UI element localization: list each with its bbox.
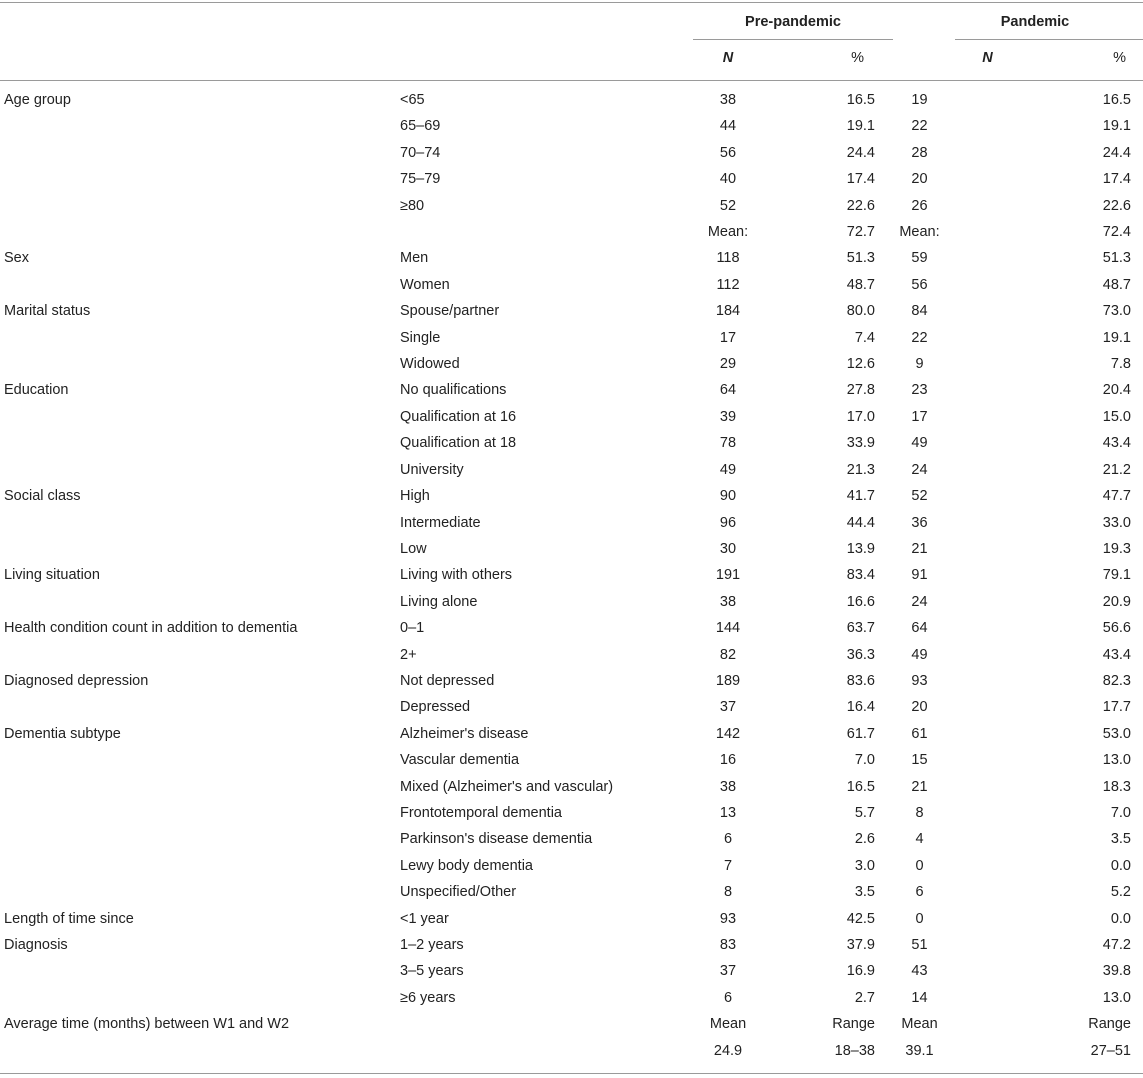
pandemic-n-cell: 0 (915, 910, 924, 927)
pandemic-pct-cell: 15.0 (1102, 408, 1131, 425)
pandemic-pct-cell: 51.3 (1102, 250, 1131, 267)
pre-pandemic-pct-cell: 36.3 (846, 646, 875, 663)
category-cell: Depressed (400, 699, 471, 716)
pre-pandemic-pct-cell: 16.5 (846, 92, 875, 108)
row-label: Health condition count in addition to dementia (4, 620, 298, 637)
pre-pandemic-pct-cell: 7.0 (854, 752, 875, 769)
pandemic-n-cell: 23 (911, 382, 928, 399)
pre-pandemic-pct-cell: 5.7 (854, 804, 875, 821)
table-bottom-rule (0, 1073, 1143, 1074)
category-cell: Frontotemporal dementia (400, 804, 562, 821)
pandemic-pct-cell: Range (1088, 1016, 1131, 1033)
pre-pandemic-n-cell: 112 (716, 276, 740, 293)
category-cell: Qualification at 18 (400, 435, 517, 452)
row-label: Sex (4, 250, 29, 267)
table-row (0, 774, 1143, 800)
header-bottom-rule (0, 80, 1143, 81)
pandemic-pct-cell: 43.4 (1102, 435, 1131, 452)
pandemic-pct-cell: 19.1 (1102, 118, 1131, 135)
pre-pandemic-pct-cell: 33.9 (846, 435, 875, 452)
pandemic-pct-cell: 33.0 (1102, 514, 1131, 531)
table-row (0, 853, 1143, 879)
table-body (0, 87, 1143, 1064)
row-label (0, 430, 400, 456)
table-row (0, 879, 1143, 905)
table-row (0, 747, 1143, 773)
pandemic-pct-cell: 13.0 (1102, 752, 1131, 769)
pre-pandemic-pct-cell: 16.5 (846, 778, 875, 795)
pandemic-n-cell: 51 (911, 937, 928, 953)
category-cell (400, 219, 693, 245)
pandemic-pct-cell: 79.1 (1102, 567, 1131, 584)
pre-pandemic-pct-cell: 37.9 (846, 937, 875, 953)
pre-pandemic-pct-cell: 3.0 (854, 857, 875, 874)
category-cell: Unspecified/Other (400, 884, 517, 901)
pandemic-pct-cell: 0.0 (1110, 910, 1131, 927)
pre-pandemic-n-cell: 118 (716, 250, 740, 267)
pre-pandemic-pct-cell: 80.0 (846, 303, 875, 320)
row-label (0, 879, 400, 905)
pre-pandemic-n-cell: 37 (719, 699, 737, 716)
row-label (0, 589, 400, 615)
pandemic-n-cell: 6 (915, 884, 924, 901)
row-label: Average time (months) between W1 and W2 (4, 1016, 290, 1033)
pandemic-pct-cell: 47.2 (1102, 937, 1131, 953)
row-label (0, 351, 400, 377)
table-row (0, 932, 1143, 958)
pandemic-n-cell: 19 (911, 92, 928, 108)
table-row (0, 510, 1143, 536)
row-label (0, 113, 400, 139)
category-cell: Intermediate (400, 514, 481, 531)
table-row (0, 298, 1143, 324)
pre-pandemic-n-cell: 40 (719, 171, 737, 188)
pandemic-n-cell: 17 (911, 408, 928, 425)
pandemic-n-cell: 22 (911, 329, 928, 346)
pre-pandemic-pct-cell: 21.3 (846, 461, 875, 478)
group-rule-pandemic (955, 39, 1143, 40)
pandemic-n-cell: 24 (911, 461, 928, 478)
row-label (0, 404, 400, 430)
category-cell: Living alone (400, 593, 478, 610)
pre-pandemic-n-cell: 6 (723, 989, 733, 1006)
pre-pandemic-n-cell: 37 (719, 963, 737, 980)
pre-pandemic-pct-cell: 12.6 (846, 356, 875, 373)
pandemic-n-cell: 28 (911, 144, 928, 161)
category-cell (400, 1011, 693, 1037)
row-label (0, 510, 400, 536)
pre-pandemic-n-cell: 16 (719, 752, 737, 769)
pandemic-n-cell: 52 (911, 488, 928, 505)
category-cell: Parkinson's disease dementia (400, 831, 593, 848)
pre-pandemic-pct-cell: 44.4 (846, 514, 875, 531)
pandemic-n-cell: 91 (911, 567, 928, 584)
pandemic-n-cell: Mean (901, 1016, 938, 1033)
pre-pandemic-n-cell: 49 (719, 461, 737, 478)
category-cell: Not depressed (400, 672, 495, 689)
pandemic-n-cell: 36 (911, 514, 928, 531)
pandemic-pct-cell: 53.0 (1102, 725, 1131, 742)
table-row (0, 193, 1143, 219)
category-cell: Widowed (400, 356, 460, 373)
row-label (0, 325, 400, 351)
row-label (0, 536, 400, 562)
category-cell: Alzheimer's disease (400, 725, 529, 742)
pandemic-n-cell: 43 (911, 963, 928, 980)
row-label: Social class (4, 488, 81, 505)
pre-pandemic-n-cell: 17 (719, 329, 737, 346)
row-label (0, 1038, 400, 1064)
table-row (0, 325, 1143, 351)
table-row (0, 642, 1143, 668)
category-cell: No qualifications (400, 382, 507, 399)
category-cell: 75–79 (400, 171, 441, 188)
pandemic-n-cell: 8 (915, 804, 924, 821)
pre-pandemic-n-cell: 96 (719, 514, 737, 531)
category-cell: 3–5 years (400, 963, 464, 980)
row-label (0, 826, 400, 852)
pre-pandemic-n-cell: 8 (723, 884, 733, 901)
pre-pandemic-pct-cell: 24.4 (846, 144, 875, 161)
category-cell: 1–2 years (400, 937, 464, 953)
pre-pandemic-pct-cell: 83.4 (846, 567, 875, 584)
category-cell (400, 1038, 693, 1064)
pre-pandemic-n-cell: 30 (719, 540, 737, 557)
pandemic-pct-cell: 19.3 (1102, 540, 1131, 557)
pandemic-pct-cell: 19.1 (1102, 329, 1131, 346)
category-cell: 70–74 (400, 144, 441, 161)
table-row (0, 668, 1143, 694)
pre-pandemic-n-cell: 24.9 (713, 1042, 743, 1059)
table-row (0, 113, 1143, 139)
pre-pandemic-n-cell: Mean (709, 1016, 747, 1033)
pandemic-n-cell: 49 (911, 646, 928, 663)
group-header-pandemic: Pandemic (1000, 14, 1070, 30)
category-cell: ≥6 years (400, 989, 456, 1006)
row-label: Education (4, 382, 69, 399)
table-row (0, 1038, 1143, 1064)
pandemic-pct-cell: 20.4 (1102, 382, 1131, 399)
category-cell: 0–1 (400, 620, 425, 637)
table-row (0, 536, 1143, 562)
pre-pandemic-n-cell: 39 (719, 408, 737, 425)
pandemic-pct-cell: 3.5 (1110, 831, 1131, 848)
category-cell: 65–69 (400, 118, 441, 135)
pre-pandemic-n-cell: 13 (719, 804, 737, 821)
row-label (0, 166, 400, 192)
col-header-pan-n: N (982, 50, 993, 66)
pandemic-pct-cell: 43.4 (1102, 646, 1131, 663)
pandemic-pct-cell: 17.4 (1102, 171, 1131, 188)
category-cell: Qualification at 16 (400, 408, 517, 425)
pre-pandemic-n-cell: 93 (719, 910, 737, 927)
category-cell: University (400, 461, 464, 478)
pre-pandemic-pct-cell: 17.4 (846, 171, 875, 188)
category-cell: <1 year (400, 910, 449, 927)
pre-pandemic-n-cell: 38 (719, 778, 737, 795)
pandemic-n-cell: 39.1 (905, 1042, 934, 1059)
category-cell: Spouse/partner (400, 303, 500, 320)
col-header-pre-pct: % (851, 50, 864, 66)
table-row (0, 483, 1143, 509)
pandemic-pct-cell: 82.3 (1102, 672, 1131, 689)
pre-pandemic-n-cell: 144 (715, 620, 741, 637)
table-top-rule (0, 2, 1143, 3)
pandemic-pct-cell: 56.6 (1102, 620, 1131, 637)
pandemic-n-cell: 93 (911, 672, 928, 689)
category-cell: Low (400, 540, 427, 557)
row-label (0, 272, 400, 298)
pre-pandemic-n-cell: 191 (715, 567, 741, 584)
pre-pandemic-pct-cell: 61.7 (846, 725, 875, 742)
pandemic-n-cell: 20 (911, 699, 928, 716)
pandemic-n-cell: Mean: (899, 224, 940, 241)
pre-pandemic-pct-cell: 18–38 (834, 1042, 875, 1059)
table-row (0, 351, 1143, 377)
table-row (0, 958, 1143, 984)
row-label (0, 642, 400, 668)
group-rule-pre-pandemic (693, 39, 893, 40)
pre-pandemic-pct-cell: 22.6 (846, 197, 875, 214)
pre-pandemic-pct-cell: 72.7 (846, 224, 875, 241)
pandemic-n-cell: 22 (911, 118, 928, 135)
pandemic-n-cell: 21 (911, 778, 928, 795)
pandemic-n-cell: 26 (911, 197, 928, 214)
pre-pandemic-n-cell: 142 (715, 725, 741, 742)
row-label: Living situation (4, 567, 100, 584)
row-label (0, 140, 400, 166)
table-row (0, 87, 1143, 113)
pandemic-n-cell: 64 (911, 620, 928, 637)
category-cell: Men (400, 250, 429, 267)
table-row (0, 457, 1143, 483)
pre-pandemic-n-cell: 56 (719, 144, 737, 161)
pandemic-pct-cell: 18.3 (1102, 778, 1131, 795)
row-label (0, 800, 400, 826)
pre-pandemic-n-cell: 64 (719, 382, 737, 399)
pandemic-pct-cell: 21.2 (1102, 461, 1131, 478)
category-cell: Living with others (400, 567, 513, 584)
pandemic-pct-cell: 16.5 (1102, 92, 1131, 108)
category-cell: 2+ (400, 646, 417, 663)
category-cell: ≥80 (400, 197, 425, 214)
pandemic-pct-cell: 5.2 (1110, 884, 1131, 901)
table-row (0, 272, 1143, 298)
pandemic-n-cell: 15 (911, 752, 928, 769)
table-row (0, 906, 1143, 932)
table-row (0, 377, 1143, 403)
pre-pandemic-pct-cell: 16.9 (846, 963, 875, 980)
pre-pandemic-pct-cell: 63.7 (846, 620, 875, 637)
pre-pandemic-pct-cell: 17.0 (846, 408, 875, 425)
row-label (0, 694, 400, 720)
pandemic-n-cell: 56 (911, 276, 928, 293)
pandemic-n-cell: 59 (911, 250, 928, 267)
pandemic-pct-cell: 7.0 (1110, 804, 1131, 821)
pre-pandemic-pct-cell: 19.1 (846, 118, 875, 135)
pre-pandemic-pct-cell: 7.4 (854, 329, 875, 346)
row-label: Age group (4, 92, 71, 108)
pre-pandemic-pct-cell: 42.5 (846, 910, 875, 927)
col-header-pre-n: N (722, 50, 734, 66)
row-label (0, 193, 400, 219)
table-row (0, 166, 1143, 192)
pre-pandemic-pct-cell: 48.7 (846, 276, 875, 293)
pandemic-pct-cell: 7.8 (1110, 356, 1131, 373)
table-row (0, 140, 1143, 166)
table-row (0, 985, 1143, 1011)
table-row (0, 721, 1143, 747)
pandemic-pct-cell: 39.8 (1102, 963, 1131, 980)
table-row (0, 245, 1143, 271)
row-label (0, 774, 400, 800)
pre-pandemic-n-cell: 83 (719, 937, 737, 953)
pre-pandemic-n-cell: 90 (719, 488, 737, 505)
category-cell: High (400, 488, 430, 505)
pre-pandemic-n-cell: 52 (719, 197, 737, 214)
row-label: Diagnosed depression (4, 672, 149, 689)
pandemic-n-cell: 84 (911, 303, 928, 320)
pre-pandemic-pct-cell: 16.4 (846, 699, 875, 716)
pre-pandemic-n-cell: 184 (715, 303, 741, 320)
pre-pandemic-n-cell: 7 (723, 857, 733, 874)
pandemic-pct-cell: 17.7 (1102, 699, 1131, 716)
pandemic-pct-cell: 13.0 (1102, 989, 1131, 1006)
pre-pandemic-n-cell: 44 (719, 118, 737, 135)
pre-pandemic-n-cell: 38 (719, 92, 737, 108)
pre-pandemic-pct-cell: 2.7 (854, 989, 875, 1006)
category-cell: <65 (400, 92, 425, 108)
table-row (0, 404, 1143, 430)
pre-pandemic-pct-cell: 41.7 (846, 488, 875, 505)
pandemic-pct-cell: 72.4 (1102, 224, 1131, 241)
table-row (0, 800, 1143, 826)
pre-pandemic-n-cell: Mean: (707, 224, 749, 241)
pre-pandemic-pct-cell: 3.5 (854, 884, 875, 901)
pandemic-n-cell: 0 (915, 857, 924, 874)
pandemic-pct-cell: 22.6 (1102, 197, 1131, 214)
pandemic-n-cell: 4 (915, 831, 924, 848)
table-row (0, 826, 1143, 852)
row-label: Diagnosis (4, 937, 68, 953)
row-label (0, 219, 400, 245)
pandemic-n-cell: 9 (915, 356, 924, 373)
category-cell: Single (400, 329, 441, 346)
row-label (0, 747, 400, 773)
category-cell: Lewy body dementia (400, 857, 533, 874)
pre-pandemic-pct-cell: 2.6 (854, 831, 875, 848)
table-row (0, 430, 1143, 456)
pre-pandemic-n-cell: 38 (719, 593, 737, 610)
pandemic-pct-cell: 73.0 (1102, 303, 1131, 320)
pandemic-n-cell: 21 (911, 540, 928, 557)
row-label (0, 853, 400, 879)
row-label: Dementia subtype (4, 725, 121, 742)
group-header-pre-pandemic: Pre-pandemic (745, 14, 841, 30)
pre-pandemic-pct-cell: 51.3 (846, 250, 875, 267)
pre-pandemic-pct-cell: 27.8 (846, 382, 875, 399)
row-label (0, 457, 400, 483)
table-row (0, 615, 1143, 641)
pre-pandemic-n-cell: 29 (719, 356, 737, 373)
pre-pandemic-pct-cell: 13.9 (846, 540, 875, 557)
row-label (0, 958, 400, 984)
row-label: Marital status (4, 303, 91, 320)
pre-pandemic-n-cell: 6 (723, 831, 733, 848)
pandemic-n-cell: 49 (911, 435, 928, 452)
table-row (0, 694, 1143, 720)
pre-pandemic-pct-cell: Range (832, 1016, 875, 1033)
pre-pandemic-n-cell: 78 (719, 435, 737, 452)
pandemic-n-cell: 14 (911, 989, 928, 1006)
category-cell: Women (400, 276, 450, 293)
table-row (0, 1011, 1143, 1037)
pre-pandemic-pct-cell: 16.6 (846, 593, 875, 610)
table-row (0, 589, 1143, 615)
row-label: Length of time since (4, 910, 134, 927)
table-row (0, 219, 1143, 245)
pandemic-n-cell: 20 (911, 171, 928, 188)
pandemic-pct-cell: 0.0 (1110, 857, 1131, 874)
pandemic-n-cell: 61 (911, 725, 928, 742)
row-label (0, 985, 400, 1011)
pre-pandemic-n-cell: 189 (715, 672, 741, 689)
col-header-pan-pct: % (1113, 50, 1126, 66)
pre-pandemic-n-cell: 82 (719, 646, 737, 663)
pandemic-pct-cell: 27–51 (1090, 1042, 1131, 1059)
pandemic-pct-cell: 47.7 (1102, 488, 1131, 505)
pandemic-pct-cell: 24.4 (1102, 144, 1131, 161)
pandemic-pct-cell: 48.7 (1102, 276, 1131, 293)
category-cell: Mixed (Alzheimer's and vascular) (400, 778, 614, 795)
pandemic-n-cell: 24 (911, 593, 928, 610)
pre-pandemic-pct-cell: 83.6 (846, 672, 875, 689)
pandemic-pct-cell: 20.9 (1102, 593, 1131, 610)
category-cell: Vascular dementia (400, 752, 520, 769)
table-row (0, 562, 1143, 588)
